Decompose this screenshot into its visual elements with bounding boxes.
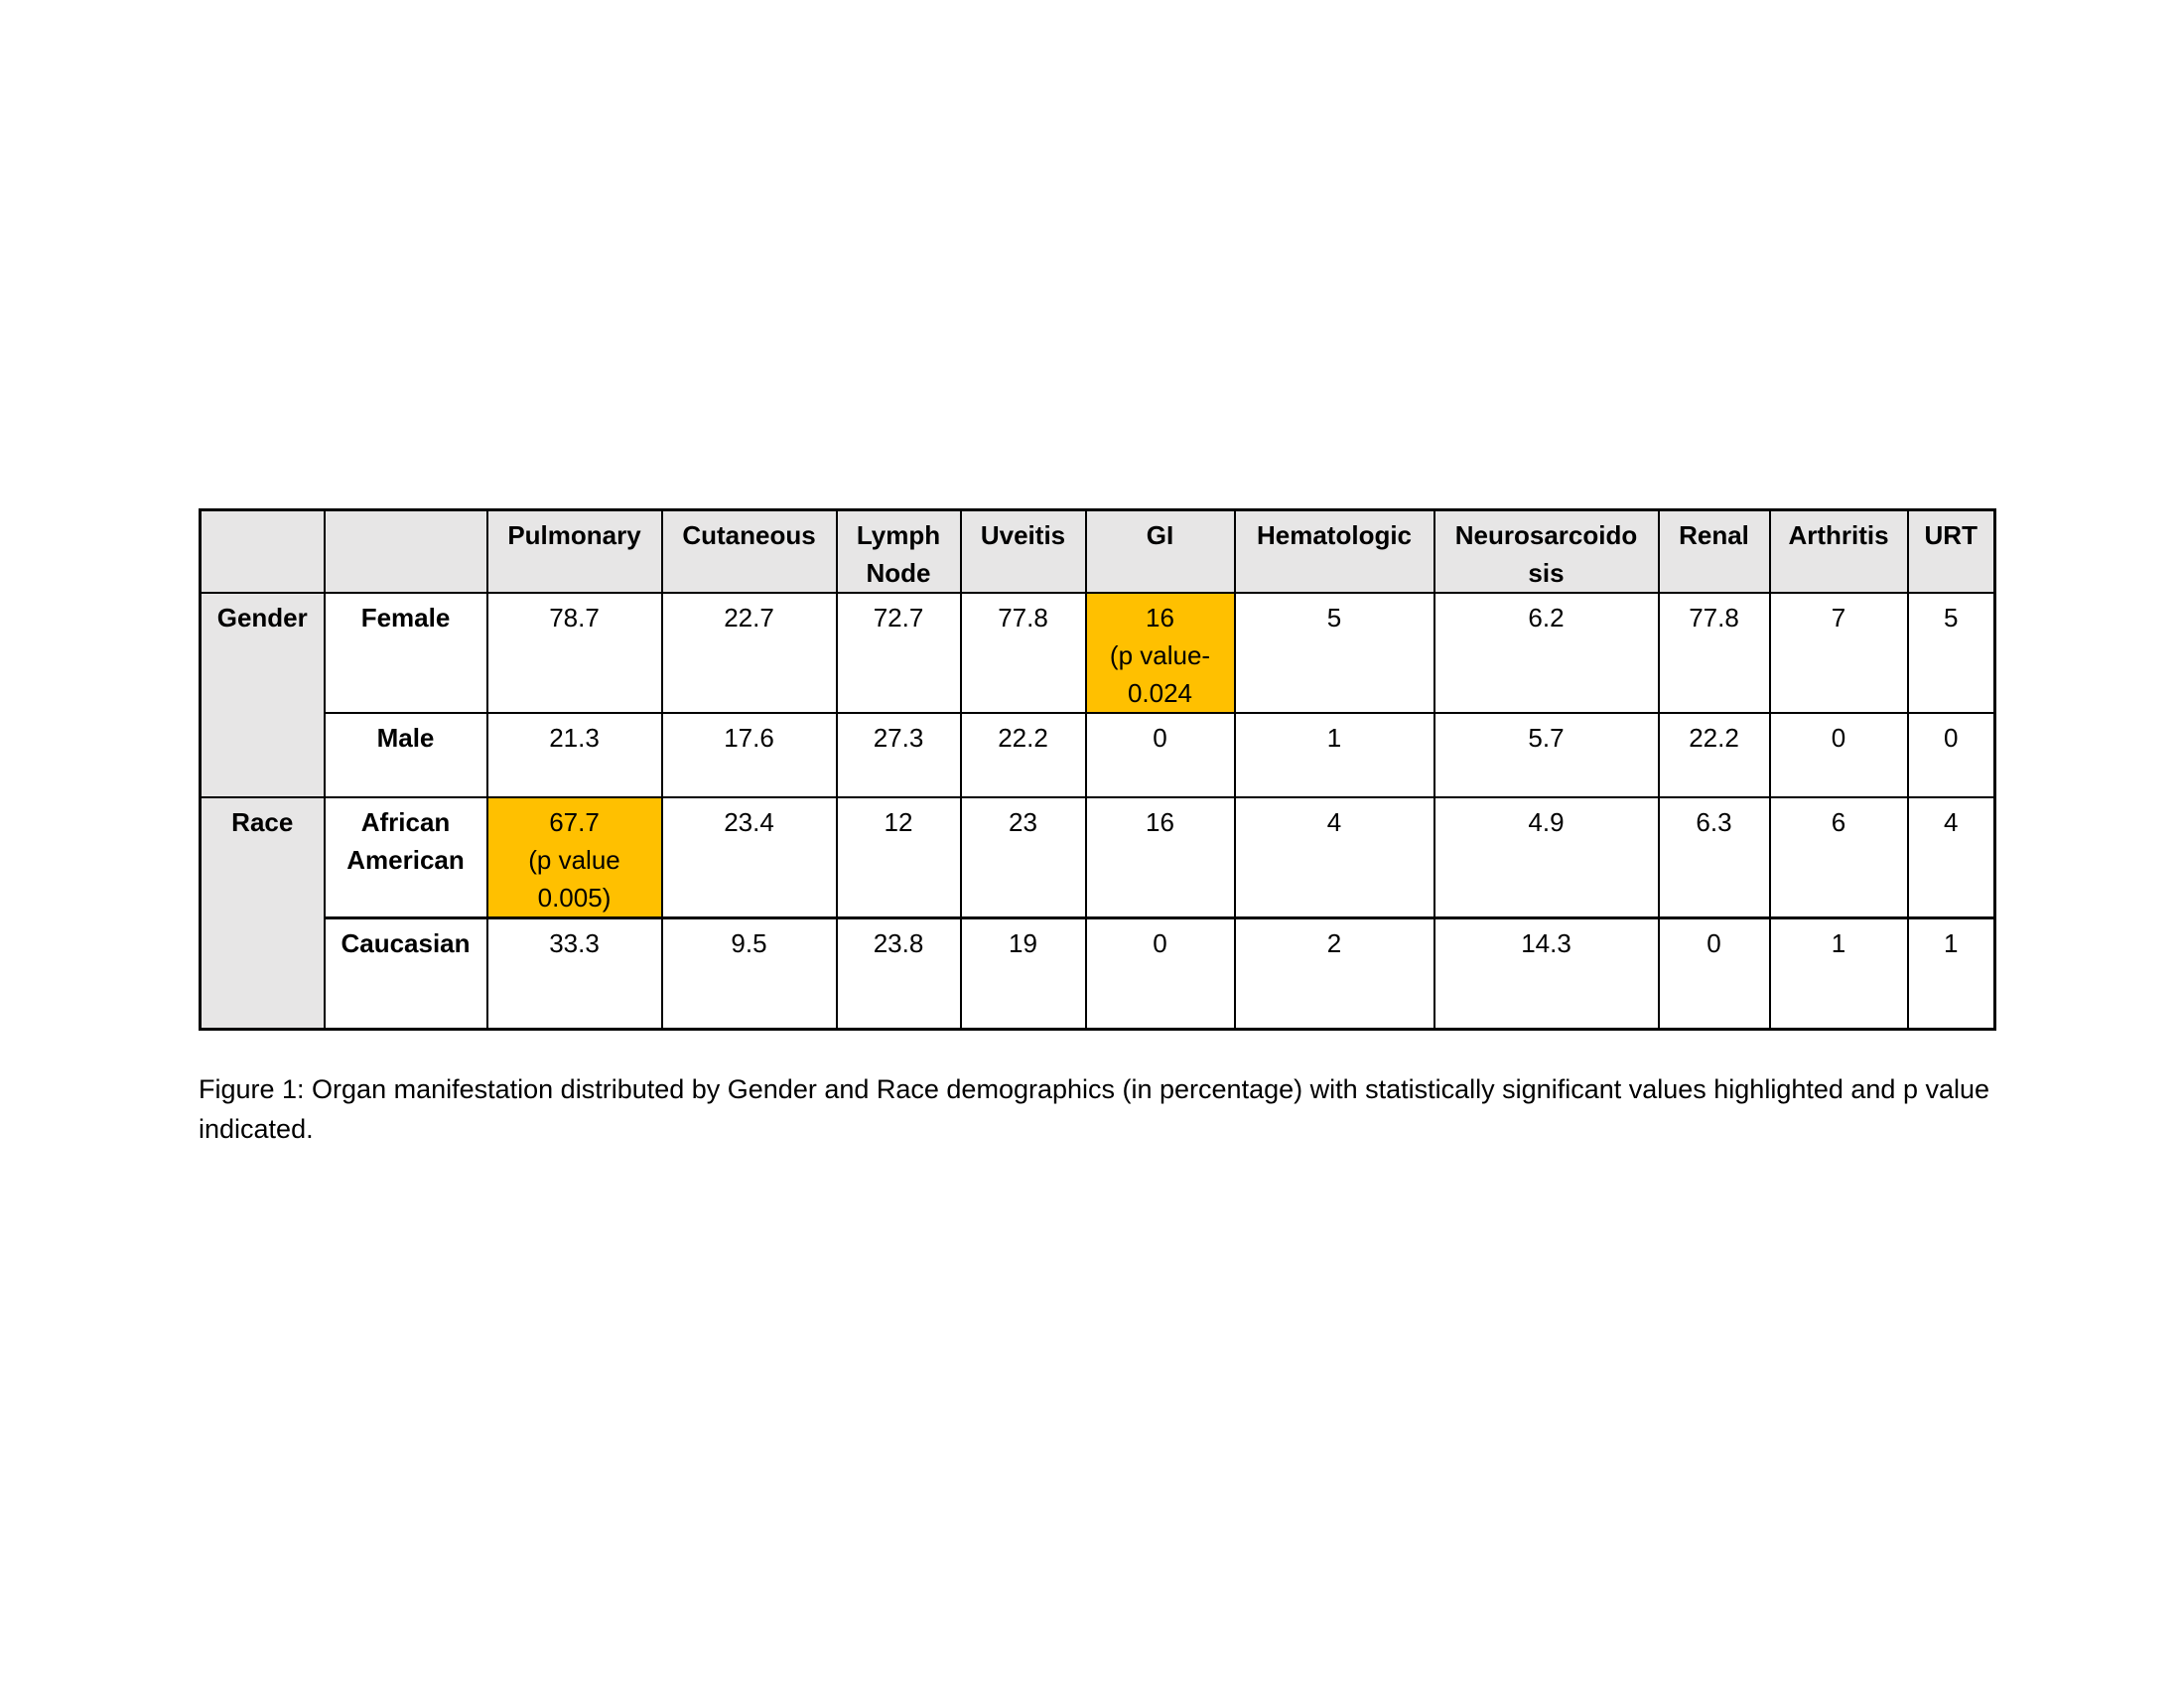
column-header — [662, 510, 837, 594]
column-header-line: GI — [1146, 520, 1174, 550]
cell-value-line: 5 — [1944, 603, 1959, 633]
value-cell — [1770, 593, 1908, 713]
column-header-line: Node — [866, 558, 931, 588]
corner-cell-group — [201, 510, 325, 594]
organ-manifestation-table — [199, 508, 1996, 1031]
value-cell — [1908, 918, 1995, 1030]
cell-value-line: 1 — [1944, 928, 1959, 958]
group-label: Race — [201, 797, 325, 1030]
value-cell — [487, 918, 662, 1030]
cell-value-line: 5.7 — [1528, 723, 1565, 753]
column-header — [961, 510, 1086, 594]
row-label-line: Female — [360, 603, 451, 633]
table-body — [201, 593, 1995, 1030]
column-header — [487, 510, 662, 594]
value-cell — [1659, 918, 1770, 1030]
cell-value-line: 16 — [1146, 807, 1174, 837]
value-cell — [1086, 797, 1235, 918]
organ-manifestation-table-container — [199, 508, 1993, 1031]
column-header-line: Renal — [1679, 520, 1749, 550]
value-cell — [961, 797, 1086, 918]
column-header — [837, 510, 961, 594]
value-cell — [1235, 918, 1434, 1030]
column-header — [1235, 510, 1434, 594]
column-header-line: sis — [1528, 558, 1565, 588]
value-cell — [961, 713, 1086, 797]
value-cell — [1235, 713, 1434, 797]
cell-value-line: 67.7 — [549, 807, 600, 837]
column-header-line: Cutaneous — [682, 520, 816, 550]
cell-value-line: 23.4 — [724, 807, 774, 837]
value-cell — [1659, 593, 1770, 713]
value-cell — [961, 593, 1086, 713]
value-cell — [1434, 918, 1659, 1030]
row-label — [325, 593, 487, 713]
value-cell — [1659, 797, 1770, 918]
value-cell — [487, 713, 662, 797]
figure-caption: Figure 1: Organ manifestation distributed by Gender and Race demographics (in percentage) with statistically significant values highlighted and p value indicated. — [199, 1074, 1990, 1144]
cell-value-line: 1 — [1831, 928, 1846, 958]
cell-value-line: 6.3 — [1696, 807, 1732, 837]
column-header-line: Arthritis — [1788, 520, 1889, 550]
cell-value-line: 2 — [1326, 928, 1342, 958]
value-cell — [1908, 713, 1995, 797]
cell-value-line: 1 — [1326, 723, 1342, 753]
table-row — [201, 713, 1995, 797]
value-cell — [1659, 713, 1770, 797]
column-header — [1908, 510, 1995, 594]
table-row — [201, 593, 1995, 713]
value-cell — [1908, 593, 1995, 713]
value-cell — [1086, 713, 1235, 797]
column-header-line: Pulmonary — [507, 520, 641, 550]
value-cell — [1434, 593, 1659, 713]
value-cell — [1770, 918, 1908, 1030]
highlighted-value-cell — [1086, 593, 1235, 713]
cell-value-line: 17.6 — [724, 723, 774, 753]
value-cell — [837, 713, 961, 797]
column-header-line: Hematologic — [1256, 520, 1413, 550]
cell-value-line: 0 — [1944, 723, 1959, 753]
cell-value-line: 0 — [1153, 723, 1167, 753]
value-cell — [1770, 797, 1908, 918]
cell-value-line: 4 — [1326, 807, 1342, 837]
cell-value-line: 4 — [1944, 807, 1959, 837]
column-header-line: URT — [1924, 520, 1978, 550]
row-label — [325, 713, 487, 797]
value-cell — [1086, 918, 1235, 1030]
column-header — [1770, 510, 1908, 594]
cell-value-line: 19 — [1009, 928, 1037, 958]
column-header-line: Uveitis — [980, 520, 1066, 550]
row-label — [325, 797, 487, 918]
row-label-line: Caucasian — [341, 928, 471, 958]
cell-value-line: 22.7 — [724, 603, 774, 633]
cell-value-line: 77.8 — [998, 603, 1048, 633]
cell-value-line: 0.024 — [1127, 678, 1193, 708]
row-label-line: African — [360, 807, 451, 837]
cell-value-line: 6.2 — [1528, 603, 1565, 633]
value-cell — [961, 918, 1086, 1030]
value-cell — [487, 593, 662, 713]
column-header — [1434, 510, 1659, 594]
cell-value-line: 4.9 — [1528, 807, 1565, 837]
cell-value-line: 22.2 — [1689, 723, 1739, 753]
cell-value-line: 21.3 — [549, 723, 600, 753]
table-row — [201, 797, 1995, 918]
cell-value-line: 72.7 — [873, 603, 924, 633]
cell-value-line: 78.7 — [549, 603, 600, 633]
value-cell — [1235, 593, 1434, 713]
row-label-line: American — [346, 845, 465, 875]
column-header-line: Lymph — [856, 520, 941, 550]
highlighted-value-cell — [487, 797, 662, 918]
row-label-line: Male — [376, 723, 435, 753]
cell-value-line: 16 — [1146, 603, 1174, 633]
value-cell — [837, 593, 961, 713]
cell-value-line: 0 — [1831, 723, 1846, 753]
value-cell — [1434, 797, 1659, 918]
cell-value-line: 5 — [1326, 603, 1342, 633]
table-row — [201, 918, 1995, 1030]
cell-value-line: 23.8 — [873, 928, 924, 958]
cell-value-line: (p value- — [1109, 640, 1211, 670]
column-header-line: Neurosarcoido — [1454, 520, 1638, 550]
group-label: Gender — [201, 593, 325, 797]
value-cell — [662, 918, 837, 1030]
cell-value-line: 77.8 — [1689, 603, 1739, 633]
cell-value-line: 0 — [1153, 928, 1167, 958]
value-cell — [1235, 797, 1434, 918]
cell-value-line: 0.005) — [537, 883, 612, 913]
cell-value-line: (p value — [528, 845, 620, 875]
value-cell — [1770, 713, 1908, 797]
cell-value-line: 6 — [1831, 807, 1846, 837]
cell-value-line: 33.3 — [549, 928, 600, 958]
value-cell — [662, 593, 837, 713]
value-cell — [662, 713, 837, 797]
value-cell — [1908, 797, 1995, 918]
value-cell — [1434, 713, 1659, 797]
column-header — [1659, 510, 1770, 594]
column-header — [1086, 510, 1235, 594]
cell-value-line: 23 — [1009, 807, 1037, 837]
corner-cell-subgroup — [325, 510, 487, 594]
cell-value-line: 22.2 — [998, 723, 1048, 753]
cell-value-line: 14.3 — [1521, 928, 1571, 958]
value-cell — [837, 797, 961, 918]
row-label — [325, 918, 487, 1030]
cell-value-line: 9.5 — [731, 928, 767, 958]
value-cell — [837, 918, 961, 1030]
cell-value-line: 12 — [884, 807, 913, 837]
cell-value-line: 27.3 — [873, 723, 924, 753]
table-header-row — [201, 510, 1995, 594]
cell-value-line: 7 — [1831, 603, 1846, 633]
cell-value-line: 0 — [1706, 928, 1721, 958]
value-cell — [662, 797, 837, 918]
